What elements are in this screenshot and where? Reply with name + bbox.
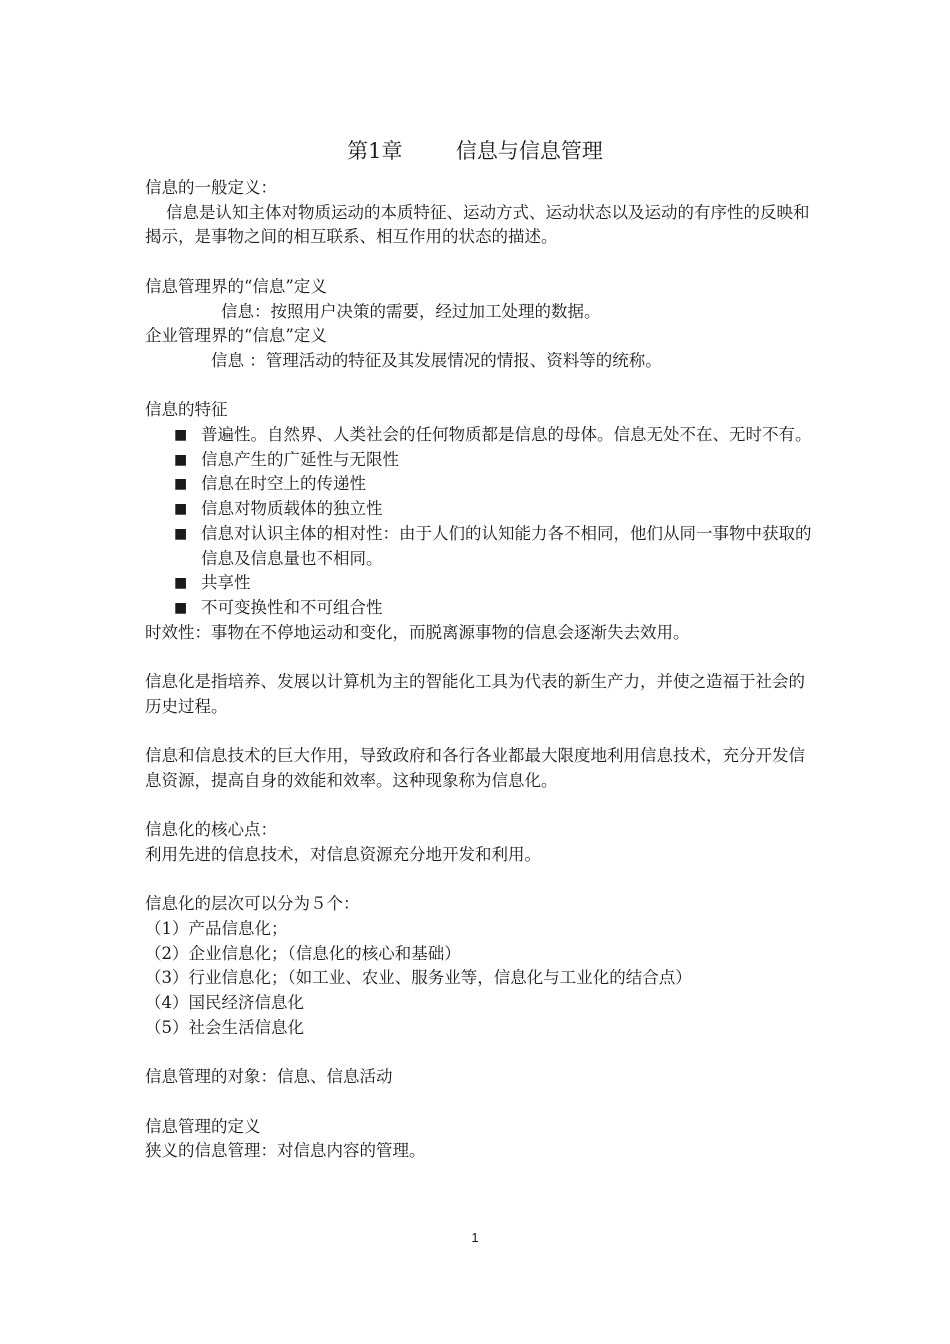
info-management-definition-text: 信息：按照用户决策的需要，经过加工处理的数据。 — [221, 301, 601, 321]
general-definition-text: 信息是认知主体对物质运动的本质特征、运动方式、运动状态以及运动的有序性的反映和揭示，是事物之间的相互联系、相互作用的状态的描述。 — [145, 202, 810, 247]
page-number: 1 — [471, 1230, 479, 1245]
list-item: ■ 信息对认识主体的相对性：由于人们的认知能力各不相同，他们从同一事物中获取的信息及信息量也不相同。 — [174, 523, 812, 568]
features-heading: 信息的特征 — [145, 400, 228, 420]
informatization-definition: 信息化是指培养、发展以计算机为主的智能化工具为代表的新生产力，并使之造福于社会的历史过程。 — [145, 672, 805, 716]
informatization-role: 信息和信息技术的巨大作用，导致政府和各行各业都最大限度地利用信息技术，充分开发信息资源，提高自身的效能和效率。这种现象称为信息化。 — [145, 746, 805, 790]
list-item: （2）企业信息化；（信息化的核心和基础） — [145, 943, 461, 963]
document-body — [145, 176, 815, 1164]
list-item: ■ 信息在时空上的传递性 — [145, 472, 815, 497]
core-heading: 信息化的核心点： — [145, 820, 277, 840]
bullet-icon: ■ — [174, 599, 188, 616]
management-object: 信息管理的对象：信息、信息活动 — [145, 1067, 393, 1087]
list-item: （4）国民经济信息化 — [145, 993, 304, 1013]
features-list — [145, 423, 815, 621]
list-item: （1）产品信息化； — [145, 919, 288, 938]
list-item: ■ 不可变换性和不可组合性 — [145, 596, 815, 621]
bullet-icon: ■ — [174, 501, 188, 518]
bullet-icon: ■ — [174, 451, 188, 468]
general-definition-heading: 信息的一般定义： — [145, 178, 277, 197]
timeliness-text: 时效性：事物在不停地运动和变化，而脱离源事物的信息会逐渐失去效用。 — [145, 622, 690, 642]
list-item: ■ 信息产生的广延性与无限性 — [145, 448, 815, 473]
bullet-icon: ■ — [174, 525, 188, 542]
chapter-title: 第1章 信息与信息管理 — [347, 139, 603, 163]
list-item: ■ 信息对物质载体的独立性 — [145, 497, 815, 522]
management-definition-heading: 信息管理的定义 — [145, 1116, 261, 1136]
enterprise-definition-text: 信息 ：管理活动的特征及其发展情况的情报、资料等的统称。 — [211, 350, 662, 370]
levels-heading: 信息化的层次可以分为５个： — [145, 894, 360, 914]
bullet-icon: ■ — [174, 575, 188, 592]
bullet-icon: ■ — [174, 476, 188, 493]
list-item: ■ 共享性 — [145, 571, 815, 596]
bullet-icon: ■ — [174, 427, 188, 443]
core-text: 利用先进的信息技术，对信息资源充分地开发和利用。 — [145, 844, 541, 864]
list-item: （5）社会生活信息化 — [145, 1017, 304, 1037]
narrow-management-definition: 狭义的信息管理：对信息内容的管理。 — [145, 1141, 426, 1161]
list-item: （3）行业信息化；（如工业、农业、服务业等，信息化与工业化的结合点） — [145, 968, 692, 988]
info-management-definition-heading: 信息管理界的“信息”定义 — [145, 276, 327, 296]
enterprise-definition-heading: 企业管理界的“信息”定义 — [145, 326, 327, 346]
list-item: ■ 普遍性。自然界、人类社会的任何物质都是信息的母体。信息无处不在、无时不有。 — [145, 423, 815, 448]
